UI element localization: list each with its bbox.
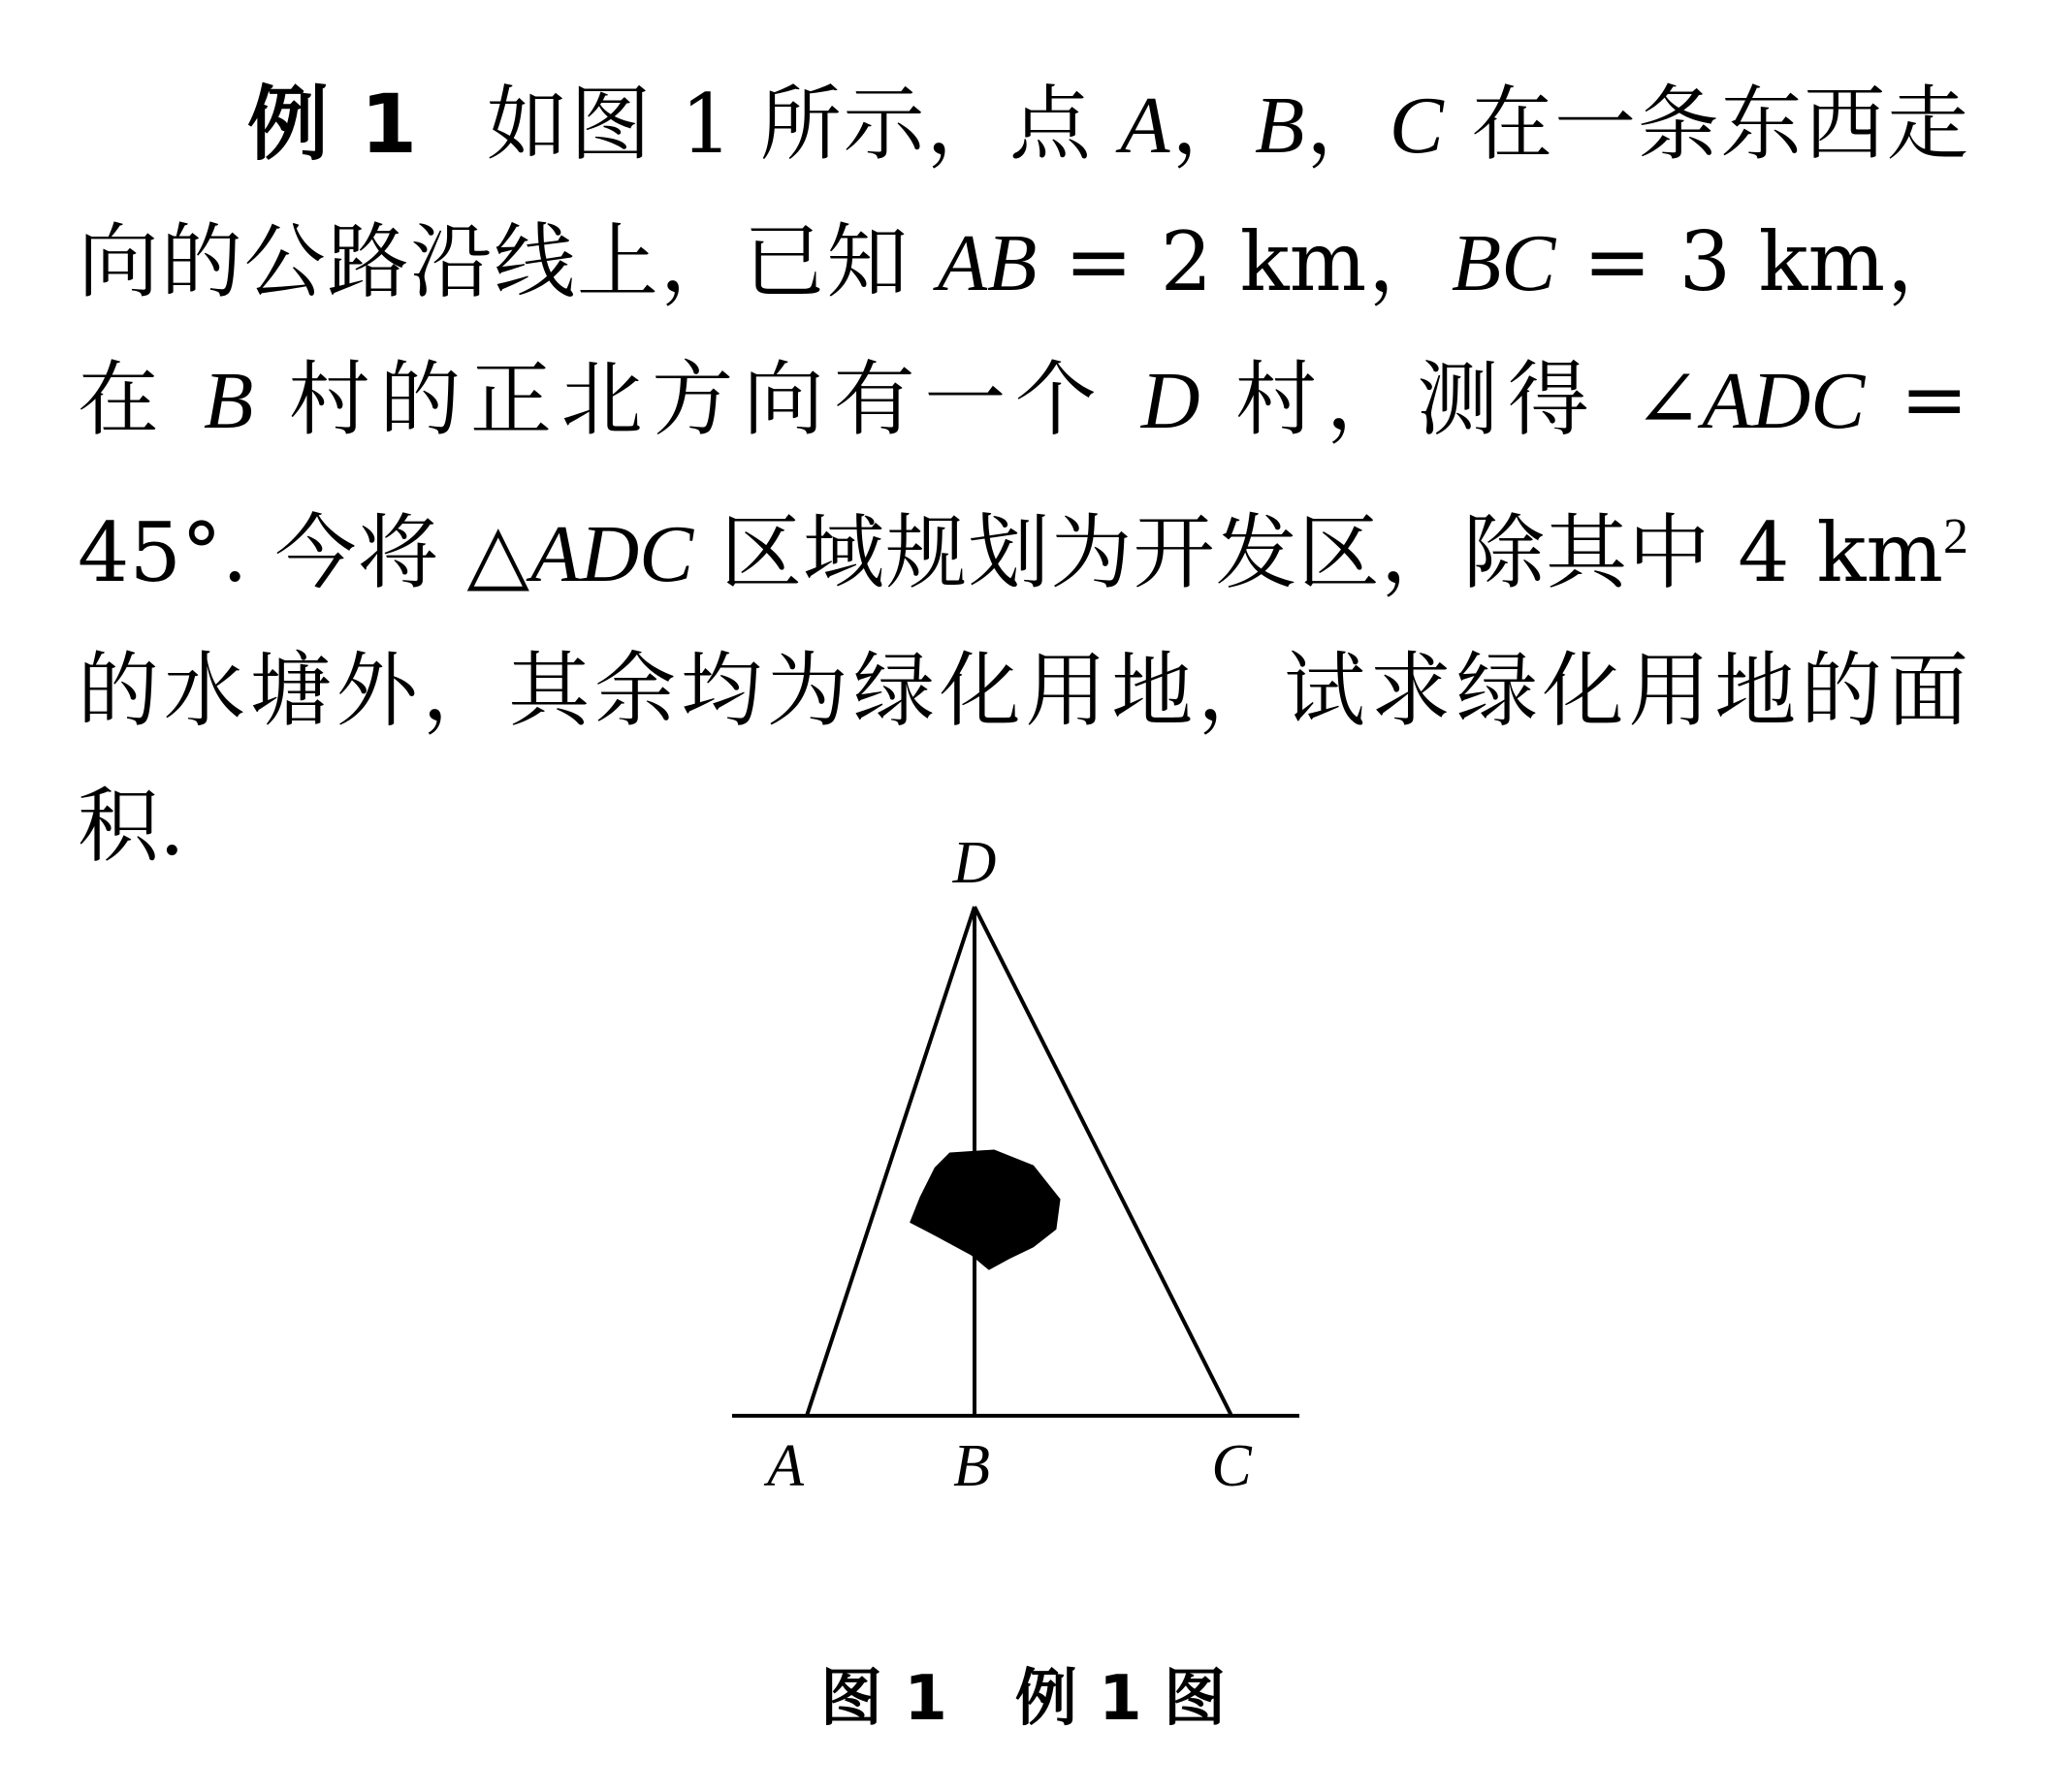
text-segment: = 45°. 今将 △ (78, 352, 1969, 600)
math-variable: D (1140, 356, 1200, 446)
problem-text (78, 56, 1968, 894)
superscript: 2 (1943, 509, 1968, 564)
example-label: 例 1 (247, 77, 418, 172)
text-segment: 的水塘外，其余均为绿化用地，试求绿化用地的面积. (78, 643, 1968, 874)
figure-caption (0, 1648, 2046, 1738)
math-variable: B (204, 356, 254, 446)
text-segment: 村，测得 ∠ (1199, 352, 1703, 447)
math-variable: B (1254, 80, 1305, 171)
label-b: B (953, 1433, 990, 1499)
text-segment: 村的正北方向有一个 (253, 352, 1141, 447)
text-segment: 在一条东西走向的公路沿线上，已知 (78, 77, 1968, 309)
figure-number: 图 1 (820, 1663, 947, 1735)
figure-title: 例 1 图 (1014, 1663, 1226, 1735)
math-variable: AB (937, 218, 1038, 308)
problem-body (78, 77, 1968, 874)
geometry-figure (718, 829, 1319, 1508)
problem-paragraph (78, 56, 1968, 894)
math-variable: BC (1451, 218, 1556, 308)
text-segment: = 2 km， (1037, 214, 1452, 309)
math-variable: C (1389, 80, 1444, 171)
text-segment: 区域规划为开发区，除其中 4 km (693, 505, 1943, 600)
text-segment: ， (1169, 77, 1255, 172)
figure-svg (718, 829, 1319, 1508)
math-variable: ADC (1702, 356, 1866, 446)
text-segment: ， (1304, 77, 1390, 172)
text-segment: 如图 1 所示，点 (485, 77, 1121, 172)
text-segment: = 3 km，在 (78, 214, 1969, 447)
label-a: A (767, 1433, 804, 1499)
label-d: D (952, 830, 997, 896)
pond-shape (911, 1151, 1059, 1268)
math-variable: A (1120, 80, 1170, 171)
math-variable: ADC (530, 509, 694, 599)
label-c: C (1211, 1433, 1252, 1499)
